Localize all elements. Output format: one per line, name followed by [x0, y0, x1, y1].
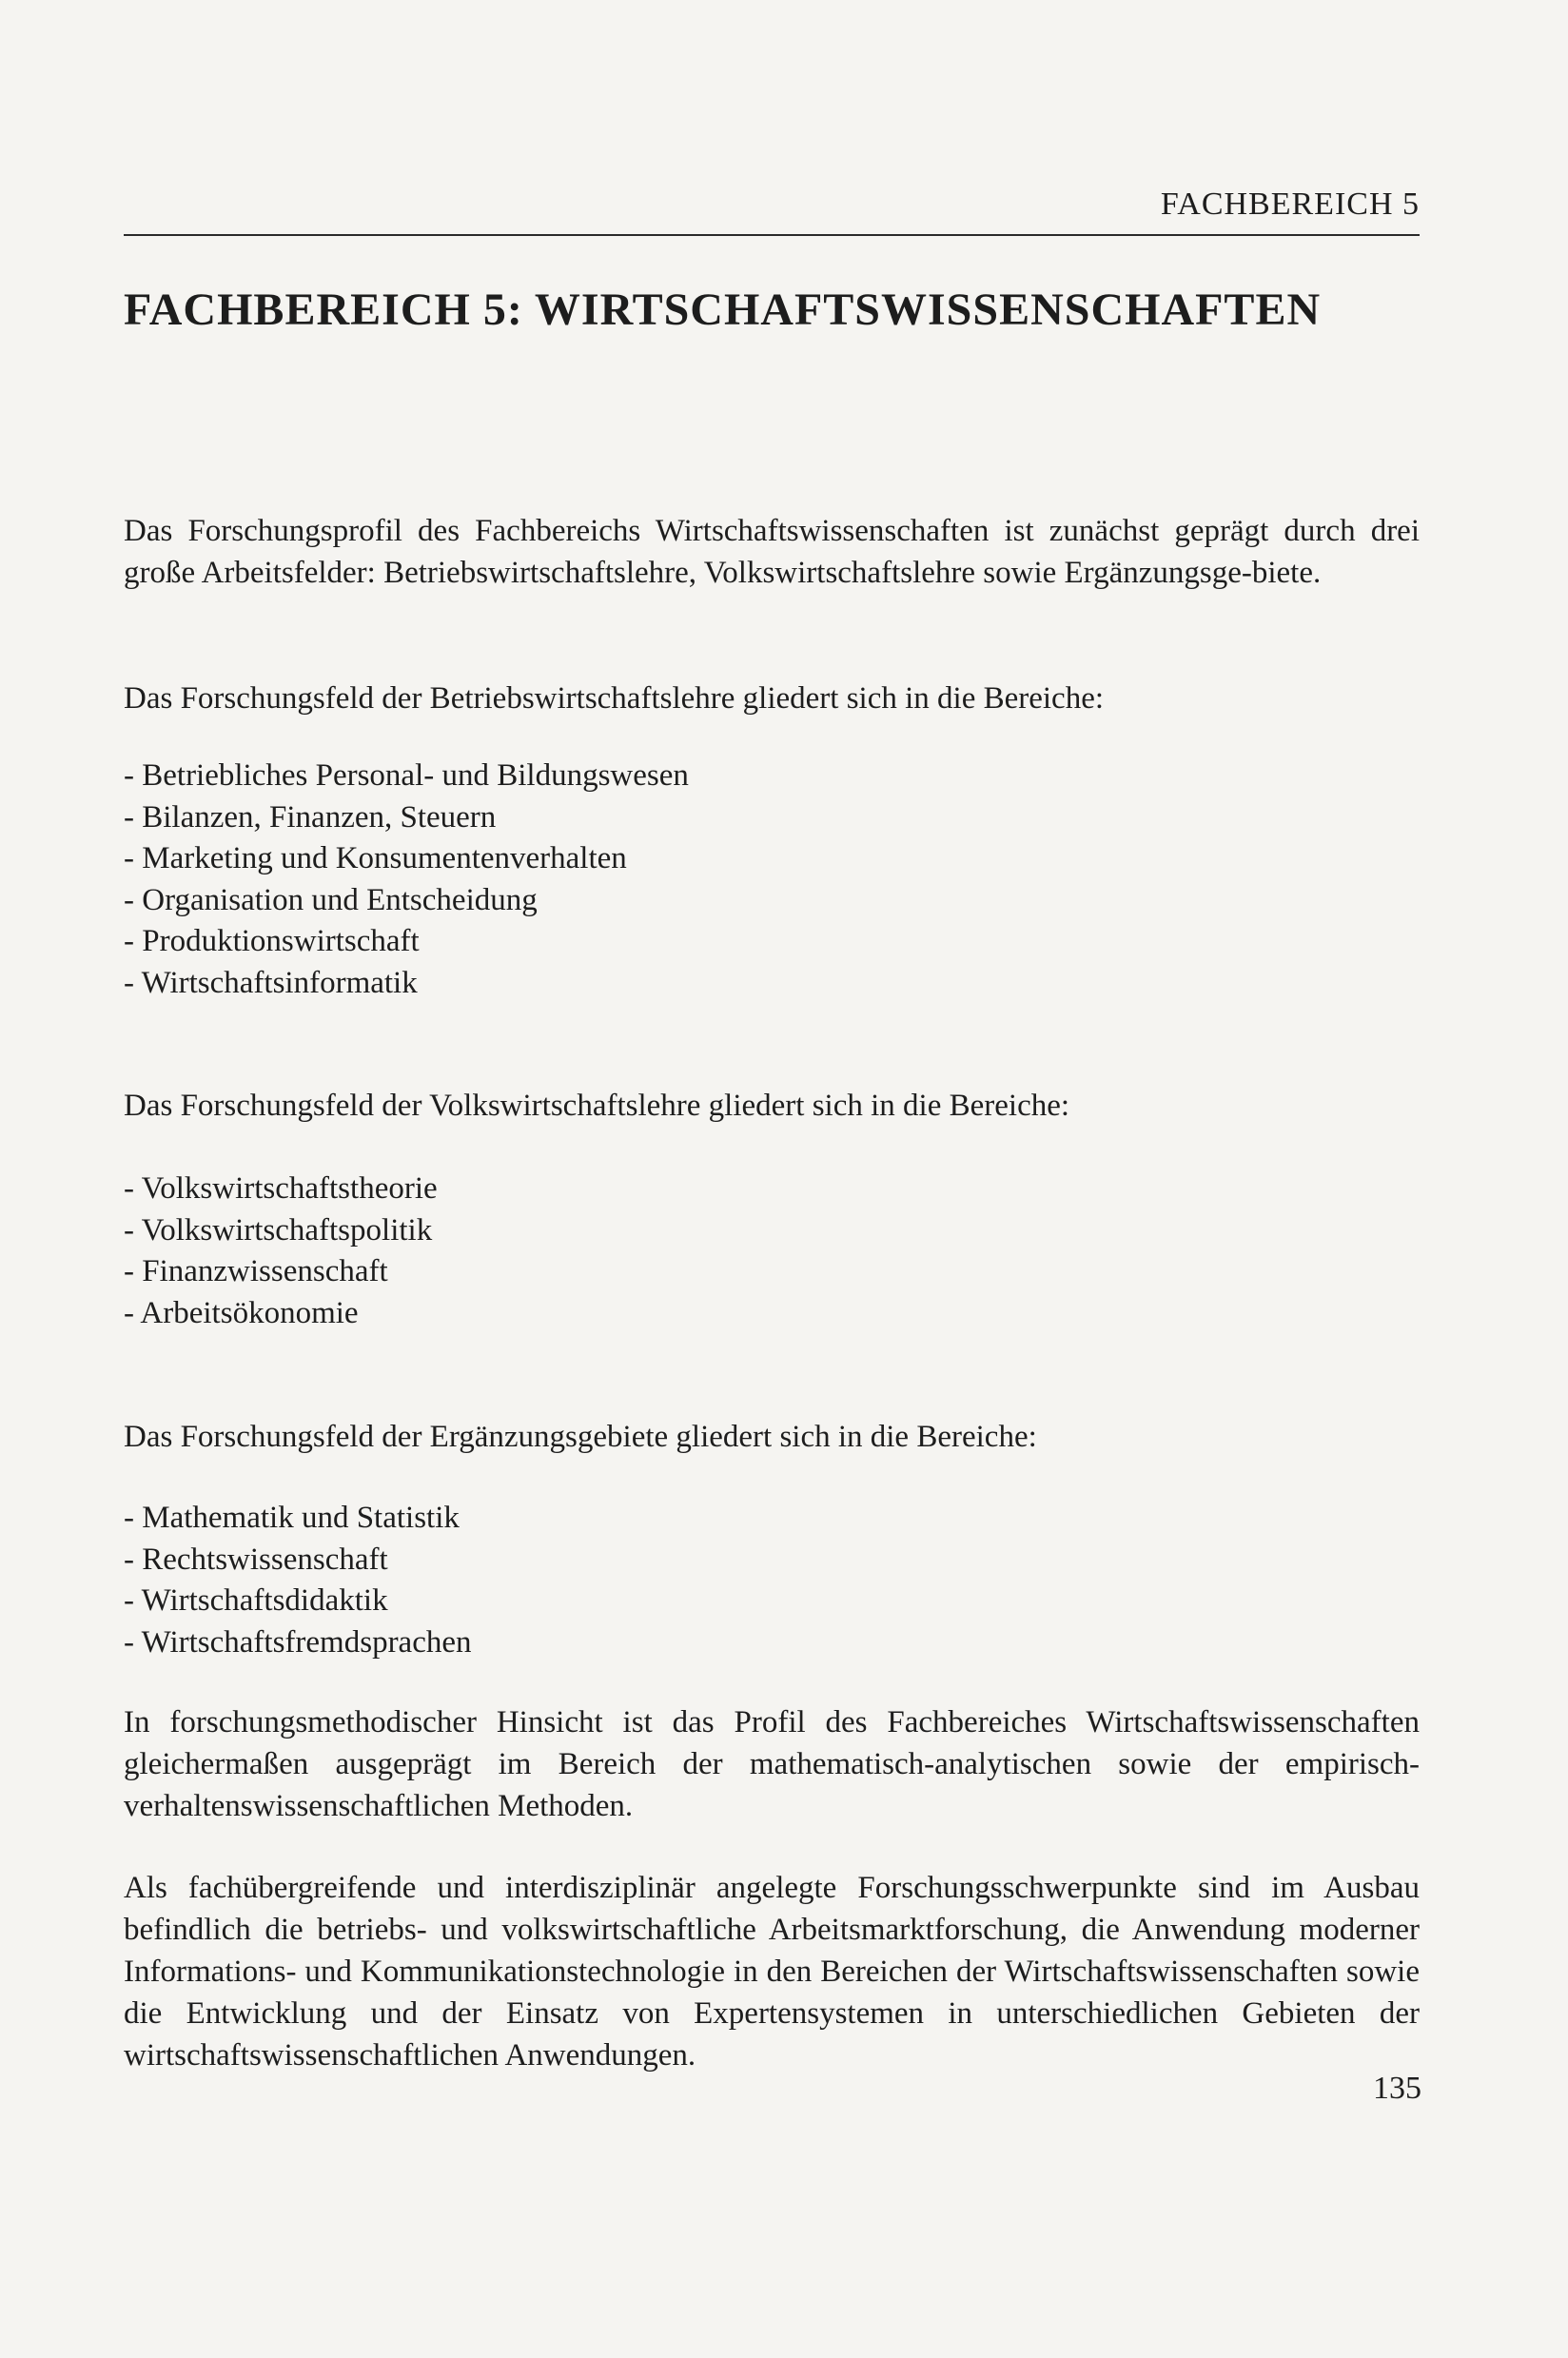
- focus-paragraph: Als fachübergreifende und interdisziplinär angelegte Forschungsschwerpunkte sind im Ausbau befindlich die betriebs- und volkswirtschaftliche Arbeitsmarktforschung, die Anwendung moderner Informations- und Kommunikationstechnologie in den Bereichen der Wirtschaftswissenschaften sowie die Entwicklung und der Einsatz von Expertensystemen in unterschiedlichen Gebieten der wirtschaftswissenschaftlichen Anwendungen.: [124, 1871, 1420, 2073]
- list-item: - Produktionswirtschaft: [124, 924, 420, 958]
- list-item: - Arbeitsökonomie: [124, 1295, 359, 1330]
- list-item: - Organisation und Entscheidung: [124, 882, 538, 917]
- running-head: FACHBEREICH 5: [1160, 187, 1420, 222]
- page-number: 135: [1373, 2071, 1421, 2106]
- list-item: - Finanzwissenschaft: [124, 1254, 388, 1288]
- vwl-section-heading: Das Forschungsfeld der Volkswirtschaftslehre gliedert sich in die Bereiche:: [124, 1089, 1070, 1123]
- list-item: - Marketing und Konsumentenverhalten: [124, 841, 627, 875]
- list-item: - Wirtschaftsdidaktik: [124, 1583, 388, 1618]
- list-item: - Betriebliches Personal- und Bildungswesen: [124, 758, 689, 793]
- list-item: - Volkswirtschaftspolitik: [124, 1212, 433, 1248]
- ergaenzung-section-heading: Das Forschungsfeld der Ergänzungsgebiete gliedert sich in die Bereiche:: [124, 1420, 1037, 1454]
- vwl-list: [124, 1169, 438, 1334]
- list-item: - Rechtswissenschaft: [124, 1542, 388, 1577]
- bwl-section-heading: Das Forschungsfeld der Betriebswirtschaftslehre gliedert sich in die Bereiche:: [124, 681, 1105, 716]
- list-item: - Wirtschaftsfremdsprachen: [124, 1624, 472, 1660]
- list-item: - Mathematik und Statistik: [124, 1501, 460, 1535]
- page-title: FACHBEREICH 5: WIRTSCHAFTSWISSENSCHAFTEN: [124, 285, 1322, 335]
- intro-paragraph: Das Forschungsprofil des Fachbereichs Wirtschaftswissenschaften ist zunächst geprägt durch drei große Arbeitsfelder: Betriebswirtschaftslehre, Volkswirtschaftslehre sowie Ergänzungsge-biete.: [124, 514, 1420, 590]
- bwl-list: [124, 756, 689, 1004]
- ergaenzung-list: [124, 1498, 472, 1663]
- list-item: - Bilanzen, Finanzen, Steuern: [124, 799, 497, 835]
- methods-paragraph: In forschungsmethodischer Hinsicht ist das Profil des Fachbereiches Wirtschaftswissenschaften gleichermaßen ausgeprägt im Bereich der mathematisch-analytischen sowie der empirisch-verhaltenswissenschaftlichen Methoden.: [124, 1705, 1420, 1823]
- list-item: - Volkswirtschaftstheorie: [124, 1171, 438, 1206]
- header-rule: [124, 234, 1420, 236]
- list-item: - Wirtschaftsinformatik: [124, 965, 418, 1000]
